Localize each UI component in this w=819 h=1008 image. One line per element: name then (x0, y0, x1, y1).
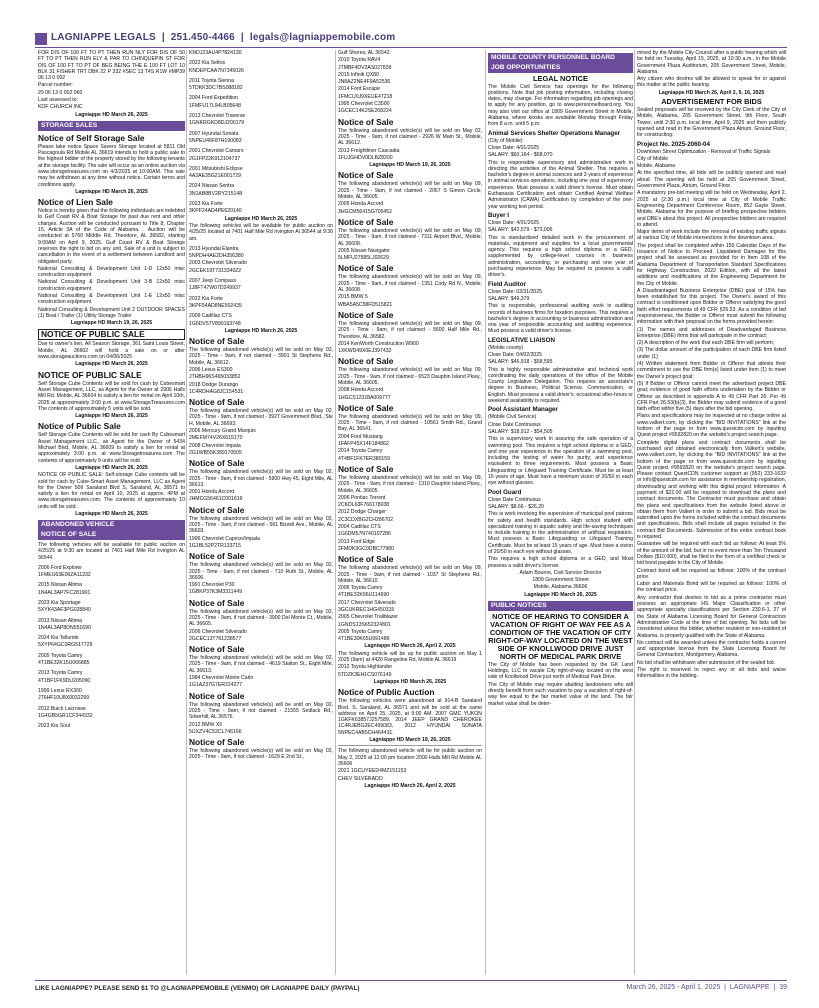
notice-text: Parcel number: (38, 82, 73, 89)
notice-text: The following abandoned vehicle(s) will be sold on May 09, 2025 - Time - 9am, if not claimed - 1351 Cody Rd N., Mobile, AL 36608. (338, 274, 482, 294)
notice-text: 2004 Ford Expedition (189, 95, 238, 102)
section-band: ABANDONED VEHICLE (38, 520, 185, 530)
notice-heading: Notice of Sale (338, 263, 394, 274)
publication-line: Lagniappe HD March 26, April 2, 2025 (364, 643, 456, 650)
job-title: Project No. 2025-2060-04 (637, 140, 710, 148)
notice-heading: Notice of Sale (338, 463, 394, 474)
notice-text: This is supervisory work in assuring the safe operation of a swimming pool. This requires a high school diploma or a GED, and one year experience in the operation of a swimming pool, including the testing of water for purity; and experience equivalent to three requirements. Must possess a Basic Lifeguarding or Lifeguard Training Certificate. Must be at least 16 years of age. Must have a minimum vision of 20/50 in each eye without glasses. (488, 436, 633, 487)
notice-text: 2006 Lexus ES300 (189, 366, 233, 373)
notice-text: 2001 Chevrolet Camaro (189, 148, 244, 155)
notice-text: 2024 Kia Telluride (38, 635, 79, 642)
notice-text: 2014 KenWorth Construction W900 (338, 340, 419, 347)
job-title: Animal Services Shelter Operations Manager (488, 129, 621, 137)
notice-text: 1FMCU0J9XEUE47218 (338, 93, 393, 100)
header-rule (35, 47, 787, 48)
notice-text: 2009 Cadillac CTS (189, 313, 232, 320)
notice-text: 1C4RDHAG8JC154531 (189, 388, 244, 395)
notice-text: 2010 Toyota RAV4 (338, 57, 381, 64)
notice-text: 2G1FP22K912104737 (189, 155, 241, 162)
notice-text: 2007 Jeep Compass (189, 278, 237, 285)
notice-heading: LEGAL NOTICE (533, 73, 588, 83)
notice-text: This is highly responsible administrative and technical work coordinating the daily operations of the office of the Mobile County Legislative Delegation. This requires an associate's degree in Business, Political Science, Communication, or English. Must possess a valid driver's; occasional after-hours or weekend availability is required. (488, 366, 633, 405)
notice-text: (5) If Bidder or Offeror cannot meet the advertised project DBE goal; evidence of good faith efforts undertaken by the Bidder or Offeror as described in appendix A to 49 CFR Part 26. Per 49 CFR Part 26.53(b)(3), the Bidder may submit evidence of a good faith effort within five (5) days after the bid opening. (637, 380, 786, 413)
notice-text: SALARY: $18,912 - $54,505 (488, 428, 553, 435)
notice-text: Labor and Materials Bond will be required as follows: 100% of the contract price. (637, 581, 786, 594)
notice-text: 2005 Chevrolet Trailblazer (338, 614, 399, 621)
notice-text: Close Date: 04/02/2025 (488, 351, 543, 358)
job-title: Buyer I (488, 211, 509, 219)
column-divider (485, 50, 486, 975)
notice-text: 2024 Nissan Sentra (189, 183, 235, 190)
notice-text: No contract will be awarded unless the contractor holds a current and appropriate license from the State Licensing Board for General Contractors, Montgomery, Alabama. (637, 639, 786, 659)
notice-text: (Mobile Civil Service) (488, 414, 537, 421)
notice-text: 2012 BMW X5 (189, 721, 223, 728)
notice-text: CHEV SILVERADO (338, 775, 383, 782)
notice-text: 1HGCS12328A009777 (338, 394, 391, 401)
notice-text: (1) The names and addresses of Disadvantaged Business Enterprise (DBE) firms that will participate in the contract; (637, 326, 786, 339)
notice-text: The following abandoned vehicle(s) will be sold on May 02, 2025 - Time - 9am, if not claimed - 3900 Del Monte Ct., Mobile, AL 36605. (189, 608, 333, 628)
notice-text: Plans and specifications may be inspected at no charge online at www.valkert.com, by clicking the "BID INVITATIONS" link at the bottom of the page or from www.questcdn.com by inputting Quest project #9592820 on the website's project search page. (637, 413, 786, 439)
notice-heading: Notice of Sale (189, 336, 245, 347)
footer-donation-text: LIKE LAGNIAPPE? PLEASE SEND $1 TO @LAGNIAPPEMOBILE (VENMO) OR LAGNIAPPE DAILY (PAYPAL) (35, 985, 360, 992)
notice-text: 2MEFM74V26X615170 (189, 435, 243, 442)
notice-text: JHMCG56461C001619 (189, 496, 243, 503)
page-footer (35, 984, 787, 996)
notice-heading: Notice of Sale (338, 116, 394, 127)
notice-text: This is standardized detailed work in the procurement of materials, equipment and supplies for a local governmental agency. This requires a high school diploma or a GED, supplemented by college-level courses in business administration, accounting, or purchasing and one year of purchasing experience. May be required to possess a valid driver's. (488, 234, 633, 279)
section-band: NOTICE OF SALE (38, 530, 185, 540)
column-1 (38, 50, 185, 975)
notice-text: 2005 Toyota Camry (338, 628, 383, 635)
notice-text: 2006 Ford Explorer (38, 564, 83, 571)
notice-text: Notice is hereby given that the following individuals are indebted to Gulf Coast RV & Boat Storage for past due rent and other charges. Auction will be conducted pursuant to Title 8, Chapter 15, Article 3A of the Code of Alabama. . Auction will be conducted at 5760 Middle Rd. Theodore, AL 36582, starting 9:00AM on April 9, 2025. Gulf Coast RV & Boat Storage reserves the right to bid on any unit. Sale of a unit is subject to cancellation in the event of a settlement between Landlord and obligated party. (38, 208, 185, 265)
notice-text: 4T1BF1FK9DU205090 (38, 677, 91, 684)
notice-text: WBA5A5C58FD515821 (338, 301, 393, 308)
notice-text: NOTICE OF PUBLIC SALE: Self-storage Cube contents will be sold for cash by Cube-Smart Asset Management, LLC as Agent for the Owner 509 Saraland Blvd S, Saraland, AL 36571 to satisfy a lien for rental on April 10, 2025 at approx. 4PM at www.storagetreasures.com. The contents of approximately 10 units will be sold. (38, 472, 185, 510)
notice-text: (3) The dollar amount of the participation of each DBE firm listed under (1) (637, 347, 786, 360)
column-divider (186, 50, 187, 975)
notice-text: 2005 Nissan Navigator (338, 247, 391, 254)
notice-heading: NOTICE OF HEARING TO CONSIDER A VACATION OF RIGHT OF WAY FEE AS A CONDITION OF THE VACATION OF CITY RIGHT-OF-WAY LOCATED ON THE WEST SIDE OF KNOLLWOOD DRIVE JUST NORTH OF MEDICAL PARK DRIVE (488, 611, 633, 661)
notice-text: 1999 Lexus RX300 (38, 687, 82, 694)
notice-text: 5UXZV4C52CL746166 (189, 728, 242, 735)
publication-line: Lagniappe HD March 26, 2025 (373, 678, 447, 685)
notice-text: 2015 Infiniti QX80 (338, 71, 379, 78)
notice-text: The following vehicles will be available for public auction on 4/25/25 located at 7401 Half Mile Rd Irvington Al 36544 at 9:30 am. (189, 222, 333, 242)
notice-text: The following abandoned vehicle(s) will be sold on May 09, 2025 - Time - 9am, if not claimed - 1037 St Stephens Rd., Mobile, AL 36610. (338, 565, 482, 584)
notice-text: Any contractor that desires to bid as a prime contractor must possess an appropriate HS Major Classification or other appropriate specialty classifications per Section 230.6-1, 27 of the State of Alabama Licensing Board for General Contractors Administrative Code at the time of bid opening. No bids will be considered unless the bidder, whether resident or non-resident of Alabama, is properly qualified with the State of Alabama. (637, 594, 786, 639)
notice-heading: Notice of Sale (338, 216, 394, 227)
notice-text: SALARY: $42,579 - $73,006 (488, 227, 553, 234)
section-band: MOBILE COUNTY PERSONNEL BOARD (488, 53, 633, 63)
notice-text: National Consulting & Development Unit 3-B 12x50 misc construction equipment (38, 279, 185, 292)
notice-text: The right is reserved to reject any or all bids and waive informalities in the bidding. (637, 667, 786, 680)
notice-text: 1GNDS13S652324801 (338, 621, 391, 628)
notice-text: KNDJ23AU4P7824130 (189, 50, 242, 56)
footer-rule (35, 980, 787, 981)
notice-text: 2021 1GCUYEED4MZ151153 (338, 768, 407, 775)
notice-text: 1G6DM57N740107286 (338, 531, 391, 538)
notice-text: 4A3AE35G21E001729 (189, 173, 242, 180)
publication-line: Lagniappe HD March 19, 26, 2025 (369, 737, 451, 744)
publication-line: Lagniappe HD March 26, April 2, 2025 (364, 782, 456, 789)
notice-text: 1FUJGHDV0DLBZ8200 (338, 154, 393, 161)
column-divider (634, 50, 635, 975)
notice-text: 1995 Chevrolet C3500 (338, 101, 390, 108)
notice-heading: Notice of Sale (189, 644, 245, 655)
notice-text: Mobile, Alabama (637, 163, 676, 170)
notice-text: 2014 Toyota Camry (338, 448, 383, 455)
notice-text: 2023 Kia Forte (189, 201, 223, 208)
notice-text: 2015 BMW 5 (338, 294, 368, 301)
notice-text: 5LMFU27585LJ02629 (338, 255, 389, 262)
notice-text: JT6HF10U8X0032299 (38, 695, 90, 702)
notice-text: 2006 Chevrolet Silverado (189, 628, 247, 635)
notice-text: The following abandoned vehicle(s) will be sold on May 09, 2025 - Time - 9am, if not claimed - 7311 Airport Blvd., Mobile, AL 36608. (338, 227, 482, 247)
column-divider (335, 50, 336, 975)
job-title: Pool Assistant Manager (488, 406, 558, 414)
notice-text: SALARY: $8.66 - $26.20 (488, 503, 544, 510)
notice-text: 3N1AB8BV2RY215148 (189, 190, 243, 197)
section-band: STORAGE SALES (38, 121, 185, 131)
notice-text: 2022 Kia Forte (189, 295, 223, 302)
notice-text: This is responsible supervisory and administrative work in directing the activities of the Animal Shelter. This requires a bachelor's degree in animal sciences and 3 years of experience in animal services operations, including one year of supervisory experience. Must possess a valid driver's license. Must obtain Euthanasia Certification and obtain Certified Animal Welfare Administrator (CAWA) Certification by completion of the one-year working test period. (488, 159, 633, 210)
notice-text: 5TDKK3DC7BS088182 (189, 85, 243, 92)
notice-text: 2012 Toyota Highlander (338, 664, 393, 671)
notice-text: Please take notice Space Savers Storage located at 5811 Old Pascagoula Rd Mobile AL 36619 intends to hold a public sale to the highest bidder of the property stored by the following tenants at the storage facility. The sale will occur as an online auction via www.storagetreasures.com on 4/3/2025 at 10:00AM. This sale may be withdrawn at any time without notice. Certain terms and conditions apply. (38, 143, 185, 188)
notice-text: National Consulting & Development Unit 1-D 12x50 misc construction equipment (38, 265, 185, 279)
notice-heading: Notice of Sale (189, 458, 245, 469)
notice-text: 2G1WB55K389170505 (189, 449, 242, 456)
notice-text: SALARY: $46,918 - $58,595 (488, 359, 553, 366)
publication-line: Lagniappe HD March 26, 2025 (75, 511, 148, 518)
notice-text: The City of Mobile has been requested by the GK Land Holdings, LLC to vacate City right-of-way located on the west side of Knollwood Drive just north of Medical Park Drive. (488, 661, 633, 681)
footer-right: March 26, 2025 - April 1, 2025 | LAGNIAPPE | 39 (626, 984, 787, 991)
signature-line: Adam Bourne, Civil Service Director (519, 569, 602, 576)
notice-text: The following abandoned vehicle(s) will be sold on May 09, 2025 - Time - 9am, if not claimed - 2067 S Gimon Circle, Mobile, AL 36605. (338, 181, 482, 201)
notice-text: The following abandoned vehicle(s) will be sold on May 09, 2025 - Time - 9am, if not claimed - 1310 Dauphin Island Pkwy., Mobile, AL 36605. (338, 474, 482, 494)
notice-text: 2008 Honda Accord (338, 387, 384, 394)
header-email[interactable]: legals@lagniappemobile.com (249, 32, 396, 43)
notice-text: 5NPEU46F87H190083 (189, 137, 242, 144)
notice-text: 2014 Ford Escape (338, 86, 381, 93)
notice-text: 2GCEC13T761238577 (189, 635, 242, 642)
notice-heading: NOTICE OF PUBLIC SALE (38, 329, 185, 340)
notice-text: The following abandoned vehicle(s) will be sold on May 02, 2025 - Time - 9am, if not claimed - 5900 Hwy 45, Eight Mile, AL 36613. (189, 469, 333, 488)
notice-text: 2013 Chevrolet Traverse (189, 113, 246, 120)
notice-text: 2011 Toyota Sienna (189, 77, 234, 84)
notice-text: 1984 Chevrolet Monte Carlo (189, 675, 254, 682)
notice-heading: Notice of Sale (338, 170, 394, 181)
notice-text: Close Date Continuous (488, 421, 541, 428)
notice-text: 3KPF54AD8NE502435 (189, 302, 242, 309)
notice-text: 2CKDL63F766178038 (338, 502, 390, 509)
header-title: LAGNIAPPE LEGALS (51, 32, 156, 43)
notice-text: The following vehicles were abandoned at 914-B Saraland Blvd. S, Saraland, AL 36571 and will be sold at the same address on April 25, 2025, at 9:00 AM. 2007 GMC YUKON 1GKFK63857J257589, 2014 JEEP GRAND CHEROKEE 1C4RJEBG2EC499083, 2012 HYUNDAI SONATA 5NPEC4AB5CH464431. (338, 698, 482, 736)
notice-text: 2003 Chevrolet Silverado (189, 260, 247, 267)
notice-text: The following abandoned vehicle(s) will be sold on May 02, 2025 - Time - 9am, if not claimed - 3901 St Stephens Rd., Mobile, AL 36612. (189, 347, 333, 366)
notice-text: 2004 Cadillac CTS (338, 524, 381, 531)
notice-text: The following abandoned vehicle(s) will be sold on May 09, 2025 - Time - 9am, if not claimed - 6523 Dauphin Island Pkwy., Mobile, AL 36605. (338, 367, 482, 386)
notice-text: Self Storage Cube Contents will be sold for cash by Cubesmart Asset Management, LLC, as Agent for the Owner at 2906 Halls Mill Rd, Mobile, AL 36604 to satisfy a lien for rental on April 10th, 2025 at approximately 3:00 p.m. at www.StorageTreasures.com The contents of approximately 5 units will be sold. (38, 380, 185, 412)
publication-line: Lagniappe HD March 26, 2025 (75, 111, 148, 118)
notice-text: 29 06 13 0 002 060 (38, 89, 83, 96)
notice-text: 3KPF24AD4PE620140 (189, 208, 242, 215)
publication-line: Lagniappe HD March 26, 2025 (75, 464, 148, 471)
notice-text: 2FMDK3GC0DBC77980 (338, 545, 394, 552)
divider (338, 745, 482, 746)
notice-text: The following abandoned vehicle(s) will be sold on May 02, 2025 - Time - 9am, if not claimed - 3927 Government Blvd., Ste H, Mobile, AL 36693. (189, 408, 333, 427)
signature-line: Mobile, Alabama 36606 (533, 584, 588, 591)
notice-text: 2013 Toyota Camry (38, 670, 83, 677)
notice-text: 2006 Mercury Grand Marquis (189, 428, 256, 435)
publication-line: Lagniappe HD March 26, 2025 (224, 215, 298, 222)
notice-text: The following vehicle will be up for public auction on May 1 2025 (9am) at 4420 Rangeline Rd, Mobile AL 36619 (338, 650, 482, 664)
notice-text: Guarantee will be required with each bid as follows: At least 5% of the amount of the bid, but in no event more than Ten Thousand Dollars ($10,000), shall be filed in the form of a certified check or bid bond payable to the City of Mobile. (637, 541, 786, 567)
notice-text: 1G1BL52P2TR133715 (189, 542, 242, 549)
notice-text: At the specified time, all bids will be publicly opened and read aloud. The opening will be held at 205 Government Street, Government Plaza, Atrium, Ground Floor. (637, 170, 786, 190)
section-band: PUBLIC NOTICES (488, 601, 633, 611)
notice-text: 2005 Honda Accord (338, 201, 384, 208)
notice-text: 3HGCM56415G705452 (338, 208, 393, 215)
notice-text: (4) Written statement from Bidder or Offeror that attests their commitment to use the DBE firm(s) listed under item (1) to meet the Owner's project goal; (637, 361, 786, 380)
signature-line: 1809 Government Street (532, 577, 589, 584)
notice-text: 2GCEK19T731334022 (189, 267, 242, 274)
notice-text: Complete digital plans and contract documents shall be purchased and obtained electronically from Valkert's website, www.valkert.com, by clicking the "BID INVITATIONS" link at the bottom of the page or from www.questcdn.com by inputting Quest project #9592820 on the website's project search page. Please contact QuestCDN customer support at (952) 233-1632 or info@questcdn.com for assistance in membership registration, downloading and working with this digital project information. A payment of $22.00 will be required to download the plans and contract documents. The Contractor must purchase and obtain the plans and specifications from the website listed above or obtain them from Valkert in order to submit a bid. Bids must be submitted upon the forms included within the contract documents and specifications. Bids shall include all pages included in the contract Bid Documents. Submission of the entire contract book is required. (637, 439, 786, 541)
header-square-icon (35, 33, 47, 45)
publication-line: Lagniappe HD March 26, 2025 (75, 413, 148, 420)
notice-text: Sealed proposals will be received by the City Clerk of the City of Mobile, Alabama, 205 Government Street, 9th Floor, South Tower, until 2:30 p.m. local time, April 9, 2025 and then publicly opened and read in the Government Plaza Atrium, Ground Floor, for constructing: (637, 107, 786, 139)
notice-text: 2006 Toyota Camry (338, 585, 383, 592)
notice-text: No bid shall be withdrawn after submission of the sealed bid. (637, 659, 776, 666)
notice-text: 2006 Pontiac Torrent (338, 494, 386, 501)
notice-text: Close Date Continuous (488, 496, 541, 503)
publication-line: Lagniappe HD March 26, April 2, 9, 16, 2025 (658, 89, 765, 96)
notice-text: 4T1BE30K65U991486 (338, 636, 390, 643)
job-title: Pool Guard (488, 488, 522, 496)
notice-text: 1J8FT47W07D249937 (189, 285, 241, 292)
notice-text: The City of Mobile may require abutting landowners who will directly benefit from such vacation to pay a vacation of right-of-way fee equal to the fair market value of the land. The fair market value shall be deter- (488, 681, 633, 707)
notice-text: Major items of work include the removal of existing traffic signals at various City of Mobile intersections in the downtown area. (637, 229, 786, 242)
publication-line: Lagniappe HD March 19, 26, 2025 (369, 162, 451, 169)
notice-text: 2007 Hyundai Sonata (189, 130, 239, 137)
notice-text: SALARY: $60,164 - $68,070 (488, 152, 553, 159)
column-5 (637, 50, 786, 975)
notice-text: Due to owner's lien, All Season Storage, 361 Saint Louis Street, Mobile, AL 36602 will hold a sale on or after www.storageauctions.com on 04/06/2025 (38, 341, 185, 361)
notice-text: 2C3CDXBG2CH286702 (338, 516, 394, 523)
notice-text: 2008 Chevrolet Impala (189, 442, 241, 449)
notice-text: The following abandoned vehicle(s) will be sold on May 02, 2025 - Time - 9am, if not claimed - 561 Bizzell Ave., Mobile, AL 36603. (189, 515, 333, 535)
notice-text: 1FAFP45X14F184862 (338, 441, 389, 448)
notice-text: 2017 Chevrolet Silverado (338, 599, 396, 606)
notice-text: 1GNKRGKD8DJ200179 (189, 120, 245, 127)
notice-text: 4T1BE32K66U114690 (338, 592, 390, 599)
notice-text: mined by the Mobile City Council after a public hearing which will be held on Tuesday, April 15, 2025, at 10:30 a.m., in the Mobile Government Plaza Auditorium, 205 Government Street, Mobile, Alabama. (637, 50, 786, 75)
notice-text: Downtown Street Optimization - Removal of Traffic Signals (637, 148, 771, 155)
notice-text: The following abandoned vehicle(s) will be sold on May 02, 2025 - Time - 9am, if not claimed - 1629 E 2nd St., (189, 748, 333, 761)
notice-text: Any citizen who desires will be allowed to speak for or against this matter at the public hearing. (637, 76, 786, 89)
notice-text: The project shall be completed within 150 Calendar Days of the Issuance of Notice to Proceed. Liquidated Damages for this project shall be assessed as provided for in Item 108 of the Alabama Department of Transportation Standard Specifications for Highway Construction, 2022 Edition, with all the latest additions and modifications of the Engineering Department for the City of Mobile. (637, 242, 786, 287)
notice-text: 1XKWD49X0EJ397432 (338, 348, 392, 355)
notice-text: 1N4AL3AP8DN551690 (38, 624, 91, 631)
notice-text: 4T1BE32K15U066885 (38, 660, 90, 667)
notice-heading: Notice of Sale (338, 356, 394, 367)
notice-text: 2015 Nissan Altima (38, 582, 83, 589)
column-4 (488, 50, 633, 975)
notice-text: Close Date: 03/31/2025 (488, 288, 543, 295)
notice-heading: Notice of Sale (189, 551, 245, 562)
notice-heading: Notice of Lien Sale (38, 197, 113, 208)
notice-heading: ADVERTISEMENT FOR BIDS (661, 97, 762, 107)
page-number: 39 (779, 984, 787, 991)
notice-text: 1GBKP37K3M3311449 (189, 589, 243, 596)
notice-text: 1GCEC14K2SE208224 (338, 108, 392, 115)
publication-line: Lagniappe HD March 19, 26, 2025 (70, 320, 153, 327)
notice-text: KNDEPCAA7N7345026 (189, 67, 244, 74)
notice-text: Contract bond will be required as follows: 100% of the contract price. (637, 567, 786, 580)
notice-text: National Consulting & Development Unit 1-E 12x50 misc construction equipment (38, 293, 185, 306)
publication-line: Lagniappe HD March 26, 2025 (524, 591, 597, 598)
footer-date: March 26, 2025 - April 1, 2025 (626, 984, 721, 991)
job-title: Field Auditor (488, 280, 526, 288)
notice-text: 2013 Hyundai Elantra (189, 245, 239, 252)
notice-heading: Notice of Sale (189, 690, 245, 701)
column-2 (189, 50, 333, 975)
notice-text: The following abandoned vehicle will be for public auction on May 2, 2025 at 12:00 pm location 2000 Halls Mill Rd Mobile AL 36606 (338, 748, 482, 767)
notice-text: JTHBH96S465033852 (189, 374, 241, 381)
notice-text: KOF CHURCH INC (38, 104, 83, 111)
publication-line: Lagniappe HD March 26, 2025 (75, 361, 148, 368)
notice-text: The following abandoned vehicle(s) will be sold on May 09, 2025 - Time - 9am, if not claimed - 10561 Smith Rd., Grand Bay, AL 36541. (338, 413, 482, 433)
column-3 (338, 50, 482, 975)
notice-heading: Notice of Public Auction (338, 687, 435, 698)
notice-text: 2023 Kia Sportage (38, 599, 81, 606)
notice-text: This requires a high school diploma or a GED, and Must possess a valid driver's license. (488, 556, 633, 569)
notice-text: 1G4GB5GR1CF344332 (38, 712, 93, 719)
notice-text: 1FMFU17L94LB05648 (189, 102, 242, 109)
notice-text: The following abandoned vehicle(s) will be sold on May 02, 2025 - Time - 9am, if not claimed - 4619 Station St., Eight Mile, AL 36613. (189, 655, 333, 674)
notice-text: 2022 Kia Seltos (189, 60, 226, 67)
notice-text: 2012 Dodge Charger (338, 509, 387, 516)
notice-text: 5TDZK3EH1CS076149 (338, 671, 392, 678)
notice-text: 2012 Buick Lacrosse (38, 705, 86, 712)
notice-text: 1FMEU63E06ZA11232 (38, 572, 91, 579)
notice-text: 2018 Dodge Durango (189, 381, 239, 388)
job-title: LEGISLATIVE LIAISON (488, 336, 555, 344)
notice-text: The following abandoned vehicle(s) will be sold on May 02, 2025 - Time - 9am, if not claimed - 2926 W Main St., Mobile, AL 36612. (338, 127, 482, 147)
notice-text: JN8AZ2NE4F9A52536 (338, 79, 391, 86)
notice-text: 5NPDH4AE2DH356380 (189, 253, 244, 260)
notice-text: 3GCUKREC1HG450315 (338, 607, 395, 613)
notice-heading: Notice of Sale (189, 397, 245, 408)
notice-text: 2004 Ford Mustang (338, 433, 383, 440)
notice-text: This is responsible, professional auditing work in auditing records of business firms for taxation purposes. This requires a bachelor's degree in accounting or business administration and one year of responsible accounting and auditing experience. Must possess a valid driver's license. (488, 303, 633, 335)
notice-text: A Disadvantaged Business Enterprise (DBE) goal of 15% has been established for this project. The Owner's award of this contract is conditioned upon Bidder or Offeror satisfying the good faith effort requirements of 49 CFR §26.53. As a condition of bid responsiveness, the Bidder or Offeror must submit the following information with their proposal on the forms provided herein: (637, 287, 786, 326)
notice-text: City of Mobile (637, 155, 669, 162)
footer-section: LAGNIAPPE (729, 984, 770, 991)
notice-heading: Notice of Public Sale (38, 421, 121, 432)
notice-text: 1991 Chevrolet P30 (189, 582, 235, 589)
notice-text: 2023 Kia Soul (38, 723, 71, 730)
section-band: JOB OPPORTUNITIES (488, 63, 633, 73)
notice-heading: Notice of Self Storage Sale (38, 132, 145, 143)
publication-line: Lagniappe HD March 26, 2025 (224, 327, 298, 334)
notice-heading: Notice of Sale (189, 597, 245, 608)
notice-text: This is work involving the supervision of municipal pool patrons for safety and health standards. High school student with specialized training in aquatic safety and life-saving techniques to include training in the administration of artificial respiration. Must possess a Basic Lifeguarding or Lifeguard Training Certificate. Must be at least 15 years of age. Must have a vision of 20/50 in each eye without glasses. (488, 511, 633, 555)
notice-text: The following abandoned vehicle(s) will be sold on May 09, 2025 - Time - 9am, if not claimed - 5600 Half Mile Rd., Theodore, AL 36582. (338, 320, 482, 340)
notice-text: The following abandoned vehicle(s) will be sold on May 02, 2025 - Time - 9am, if not claimed - 710 Ruth St., Mobile, AL 36606. (189, 562, 333, 581)
notice-text: Last assessed to: (38, 97, 79, 104)
notice-text: 2001 Mitsubishi Eclipse (189, 165, 243, 172)
notice-heading: NOTICE OF PUBLIC SALE (38, 369, 142, 380)
notice-text: 5XYP64GC0RG517729 (38, 642, 93, 649)
notice-text: 4T4BF1FK7ER380159 (338, 455, 391, 462)
notice-text: (2) A description of the work that each DBE firm will perform; (637, 340, 775, 347)
notice-heading: Notice of Sale (189, 504, 245, 515)
notice-text: 2013 Nissan Altima (38, 617, 83, 624)
notice-text: 1N4AL3AP7FC281901 (38, 589, 91, 596)
notice-text: The following vehicles will be available for public auction on 4/25/25 at 9:30 am located at 7401 Half Mile Rd Irvington AL 36544. (38, 541, 185, 561)
notice-text: 1G1AZ37G7ER224277 (189, 682, 243, 689)
publication-line: Lagniappe HD March 26, 2025 (75, 188, 148, 195)
notice-text: 2001 Honda Accord (189, 489, 235, 496)
notice-text: (Mobile county) (488, 344, 524, 351)
notice-text: (City of Mobile) (488, 137, 523, 144)
notice-text: FOR DIS OF 100 FT TO PT THEN RUN NLY FOR DIS OF 50 FT TO PT THEN RUN ELY & PAR TO CHINQUEPIN ST FOR DIS OF 100 FT TO PT OF BEG BEING THE E 100 FT LOT 10 BLK 31 FISHER TRT DBK 22 P 332 #SEC 13 T4S R1W #MP39 06 13 0 002 (38, 50, 185, 82)
notice-text: 2013 Ford Edge (338, 538, 375, 545)
notice-heading: Notice of Sale (338, 554, 394, 565)
notice-text: 5XYK43AF3PG028840 (38, 607, 91, 614)
notice-text: The following abandoned vehicle(s) will be sold on May 02, 2025 - Time - 9am, if not claimed - 21555 Sedlack Rd., Silverhill, AL 36576. (189, 701, 333, 721)
page-header (35, 33, 787, 46)
notice-heading: Notice of Sale (189, 737, 245, 748)
notice-text: Self Storage Cube Contents will be sold for cash By Cubesmart Asset Management LLC., as Agent for the Owner of 5434 Michael Blvd, Mobile, AL 36609 to satisfy a lien for rental at approximately 3:00 p.m. at www.Storagetreasures.com The contents of approximately 9 units will be sold. (38, 432, 185, 464)
header-text: LAGNIAPPE LEGALS | 251.450-4466 | legals@lagniappemobile.com (51, 32, 396, 43)
notice-text: JTMBF4DV2AS027839 (338, 64, 392, 71)
notice-text: 1996 Chevrolet Caprice/Impala (189, 535, 260, 542)
notice-text: 2013 Freightliner Cascadia (338, 147, 400, 154)
notice-text: 2005 Toyota Camry (38, 652, 83, 659)
notice-heading: Notice of Sale (338, 402, 394, 413)
notice-text: Gulf Shores, AL 36542. (338, 50, 391, 56)
notice-text: SALARY: $49,379 (488, 295, 530, 302)
notice-text: National Consulting & Development Unit 2 OUTDOOR SPACES (1) Boat / Trailer (1) Utility Storage Trailer (38, 306, 185, 319)
notice-text: Close Date: 4/01/2025 (488, 144, 540, 151)
notice-text: The Mobile Civil Service has openings for the following positions. Note that job posting information, including closing dates, may change. For information regarding job openings and to apply for any position, go to www.personnelboard.org. You may also visit our office at 1809 Government Street in Mobile, Alabama, where kiosks are available Monday through Friday from 8 a.m. until 5 p.m. (488, 83, 633, 128)
notice-text: A mandatory pre-bid meeting will be held on Wednesday, April 2, 2025 at (2:30 p.m.) local time at City of Mobile Traffic Engineering Department Conference Room, 852 Gayle Street, Mobile, Alabama for the purpose of briefing prospective bidders and DBE's about this project. All prospective bidders are required to attend. (637, 190, 786, 228)
notice-heading: Notice of Sale (338, 309, 394, 320)
header-phone: 251.450-4466 (170, 32, 235, 43)
notice-text: Close Date: 4/01/2025 (488, 219, 540, 226)
notice-text: 1G6DV57V890163748 (189, 320, 241, 327)
